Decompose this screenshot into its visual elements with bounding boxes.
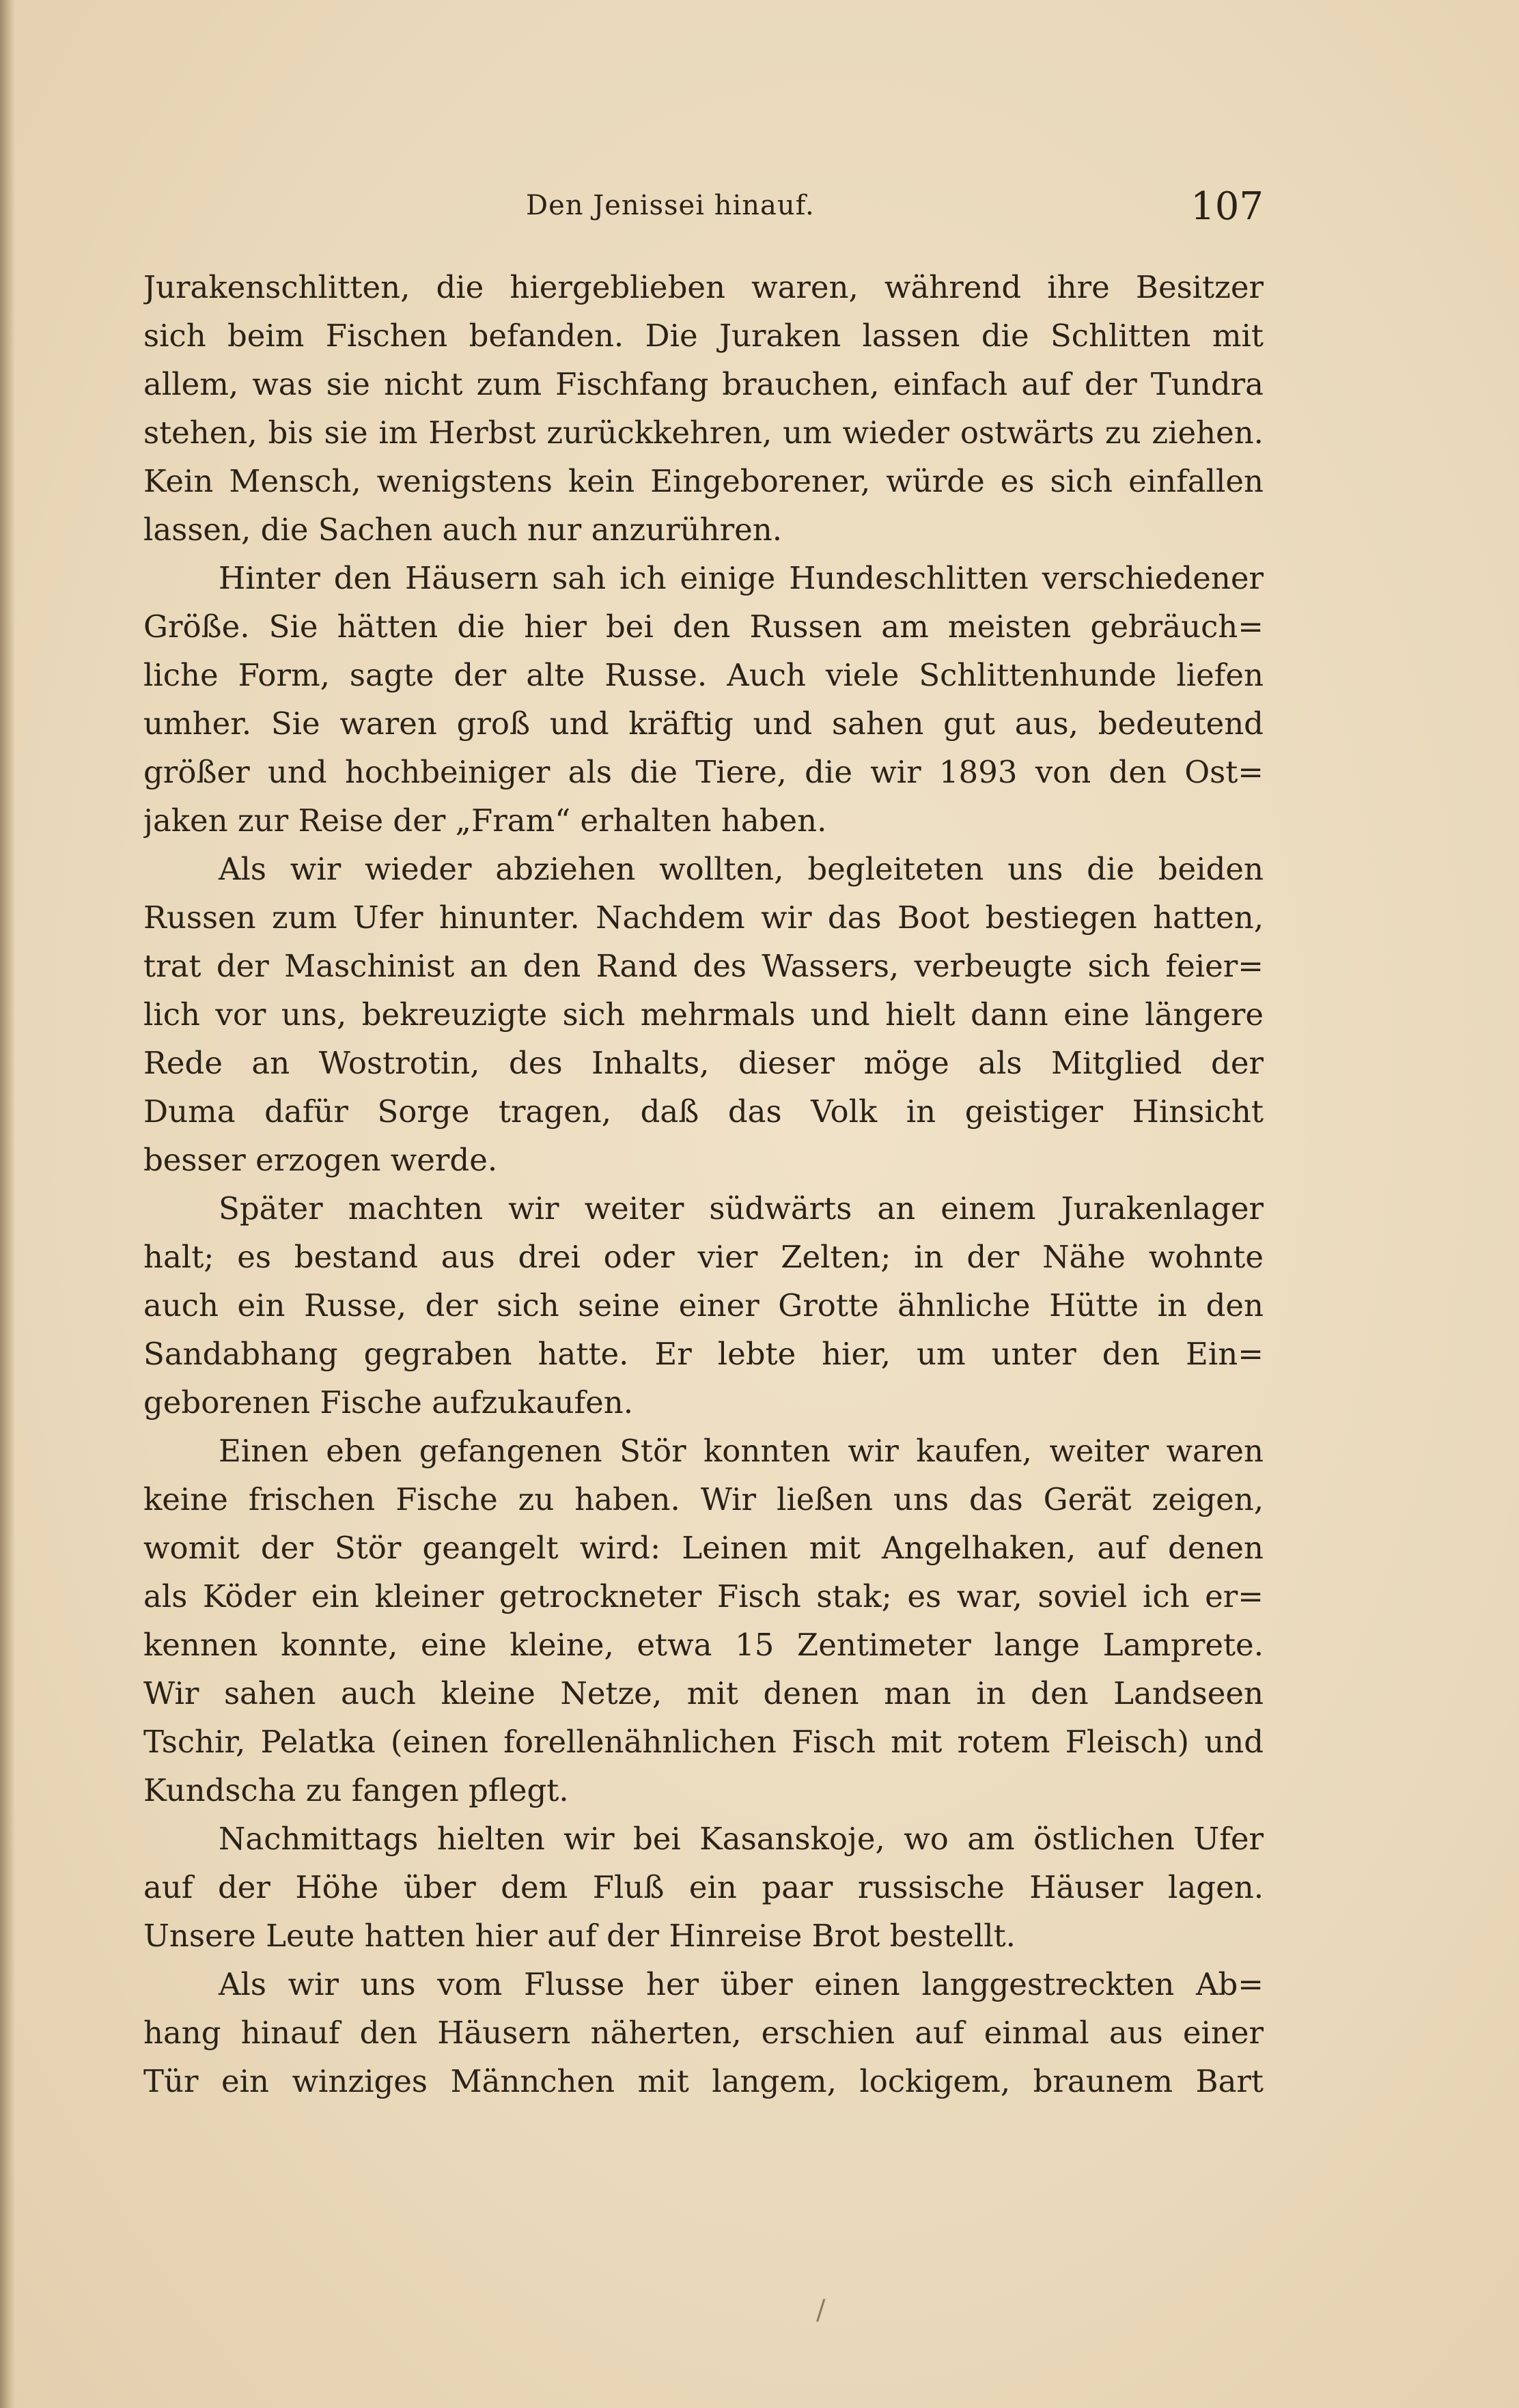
text-line: keine frischen Fische zu haben. Wir ließen uns das Gerät zeigen, [143,1481,1264,1517]
text-line: Kundscha zu fangen pflegt. [143,1772,569,1808]
text-line: umher. Sie waren groß und kräftig und sahen gut aus, bedeutend [143,705,1264,742]
text-line: kennen konnte, eine kleine, etwa 15 Zentimeter lange Lamprete. [143,1627,1264,1663]
text-line: Wir sahen auch kleine Netze, mit denen man in den Landseen [143,1675,1264,1711]
text-line: Jurakenschlitten, die hiergeblieben waren, während ihre Besitzer [143,269,1264,305]
text-line: stehen, bis sie im Herbst zurückkehren, um wieder ostwärts zu ziehen. [143,415,1264,451]
text-line: lassen, die Sachen auch nur anzurühren. [143,512,783,548]
text-line: größer und hochbeiniger als die Tiere, die wir 1893 von den Ost= [143,754,1264,790]
text-line: auch ein Russe, der sich seine einer Grotte ähnliche Hütte in den [143,1287,1264,1324]
text-line: als Köder ein kleiner getrockneter Fisch stak; es war, soviel ich er= [143,1578,1264,1614]
text-line: auf der Höhe über dem Fluß ein paar russische Häuser lagen. [143,1869,1264,1905]
text-line: womit der Stör geangelt wird: Leinen mit Angelhaken, auf denen [143,1530,1264,1566]
text-line: halt; es bestand aus drei oder vier Zelten; in der Nähe wohnte [143,1239,1264,1275]
text-line: trat der Maschinist an den Rand des Wassers, verbeugte sich feier= [143,948,1264,984]
text-line: jaken zur Reise der „Fram“ erhalten haben. [143,802,827,839]
paragraph-first-line: Später machten wir weiter südwärts an einem Jurakenlager [219,1190,1264,1227]
text-line: geborenen Fische aufzukaufen. [143,1384,634,1420]
running-head [143,184,1264,232]
stray-mark: / [816,2295,826,2326]
paragraph-first-line: Als wir wieder abziehen wollten, begleiteten uns die beiden [219,851,1264,887]
text-line: Tür ein winziges Männchen mit langem, lockigem, braunem Bart [143,2063,1264,2099]
text-line: Duma dafür Sorge tragen, daß das Volk in geistiger Hinsicht [143,1093,1264,1130]
text-line: Tschir, Pelatka (einen forellenähnlichen Fisch mit rotem Fleisch) und [143,1724,1264,1760]
paragraph-first-line: Einen eben gefangenen Stör konnten wir kaufen, weiter waren [219,1433,1264,1469]
paragraph-first-line: Nachmittags hielten wir bei Kasanskoje, wo am östlichen Ufer [219,1821,1264,1857]
text-line: Sandabhang gegraben hatte. Er lebte hier, um unter den Ein= [143,1336,1264,1372]
text-line: Kein Mensch, wenigstens kein Eingeborener, würde es sich einfallen [143,463,1264,499]
text-line: Russen zum Ufer hinunter. Nachdem wir das Boot bestiegen hatten, [143,899,1264,936]
text-line: Rede an Wostrotin, des Inhalts, dieser möge als Mitglied der [143,1045,1264,1081]
running-head-title: Den Jenissei hinauf. [526,190,815,221]
text-line: hang hinauf den Häusern näherten, erschien auf einmal aus einer [143,2015,1264,2051]
body-text [143,263,1264,2105]
binding-edge [0,0,15,2408]
paragraph-first-line: Hinter den Häusern sah ich einige Hundeschlitten verschiedener [219,560,1264,596]
text-line: besser erzogen werde. [143,1142,498,1178]
text-line: lich vor uns, bekreuzigte sich mehrmals und hielt dann eine längere [143,996,1264,1033]
page-number: 107 [1190,184,1264,229]
text-line: Größe. Sie hätten die hier bei den Russen am meisten gebräuch= [143,608,1264,645]
text-line: sich beim Fischen befanden. Die Juraken lassen die Schlitten mit [143,318,1264,354]
text-line: allem, was sie nicht zum Fischfang brauchen, einfach auf der Tundra [143,366,1264,402]
text-line: Unsere Leute hatten hier auf der Hinreise Brot bestellt. [143,1918,1016,1954]
text-line: liche Form, sagte der alte Russe. Auch viele Schlittenhunde liefen [143,657,1264,693]
paragraph-first-line: Als wir uns vom Flusse her über einen langgestreckten Ab= [219,1966,1264,2002]
